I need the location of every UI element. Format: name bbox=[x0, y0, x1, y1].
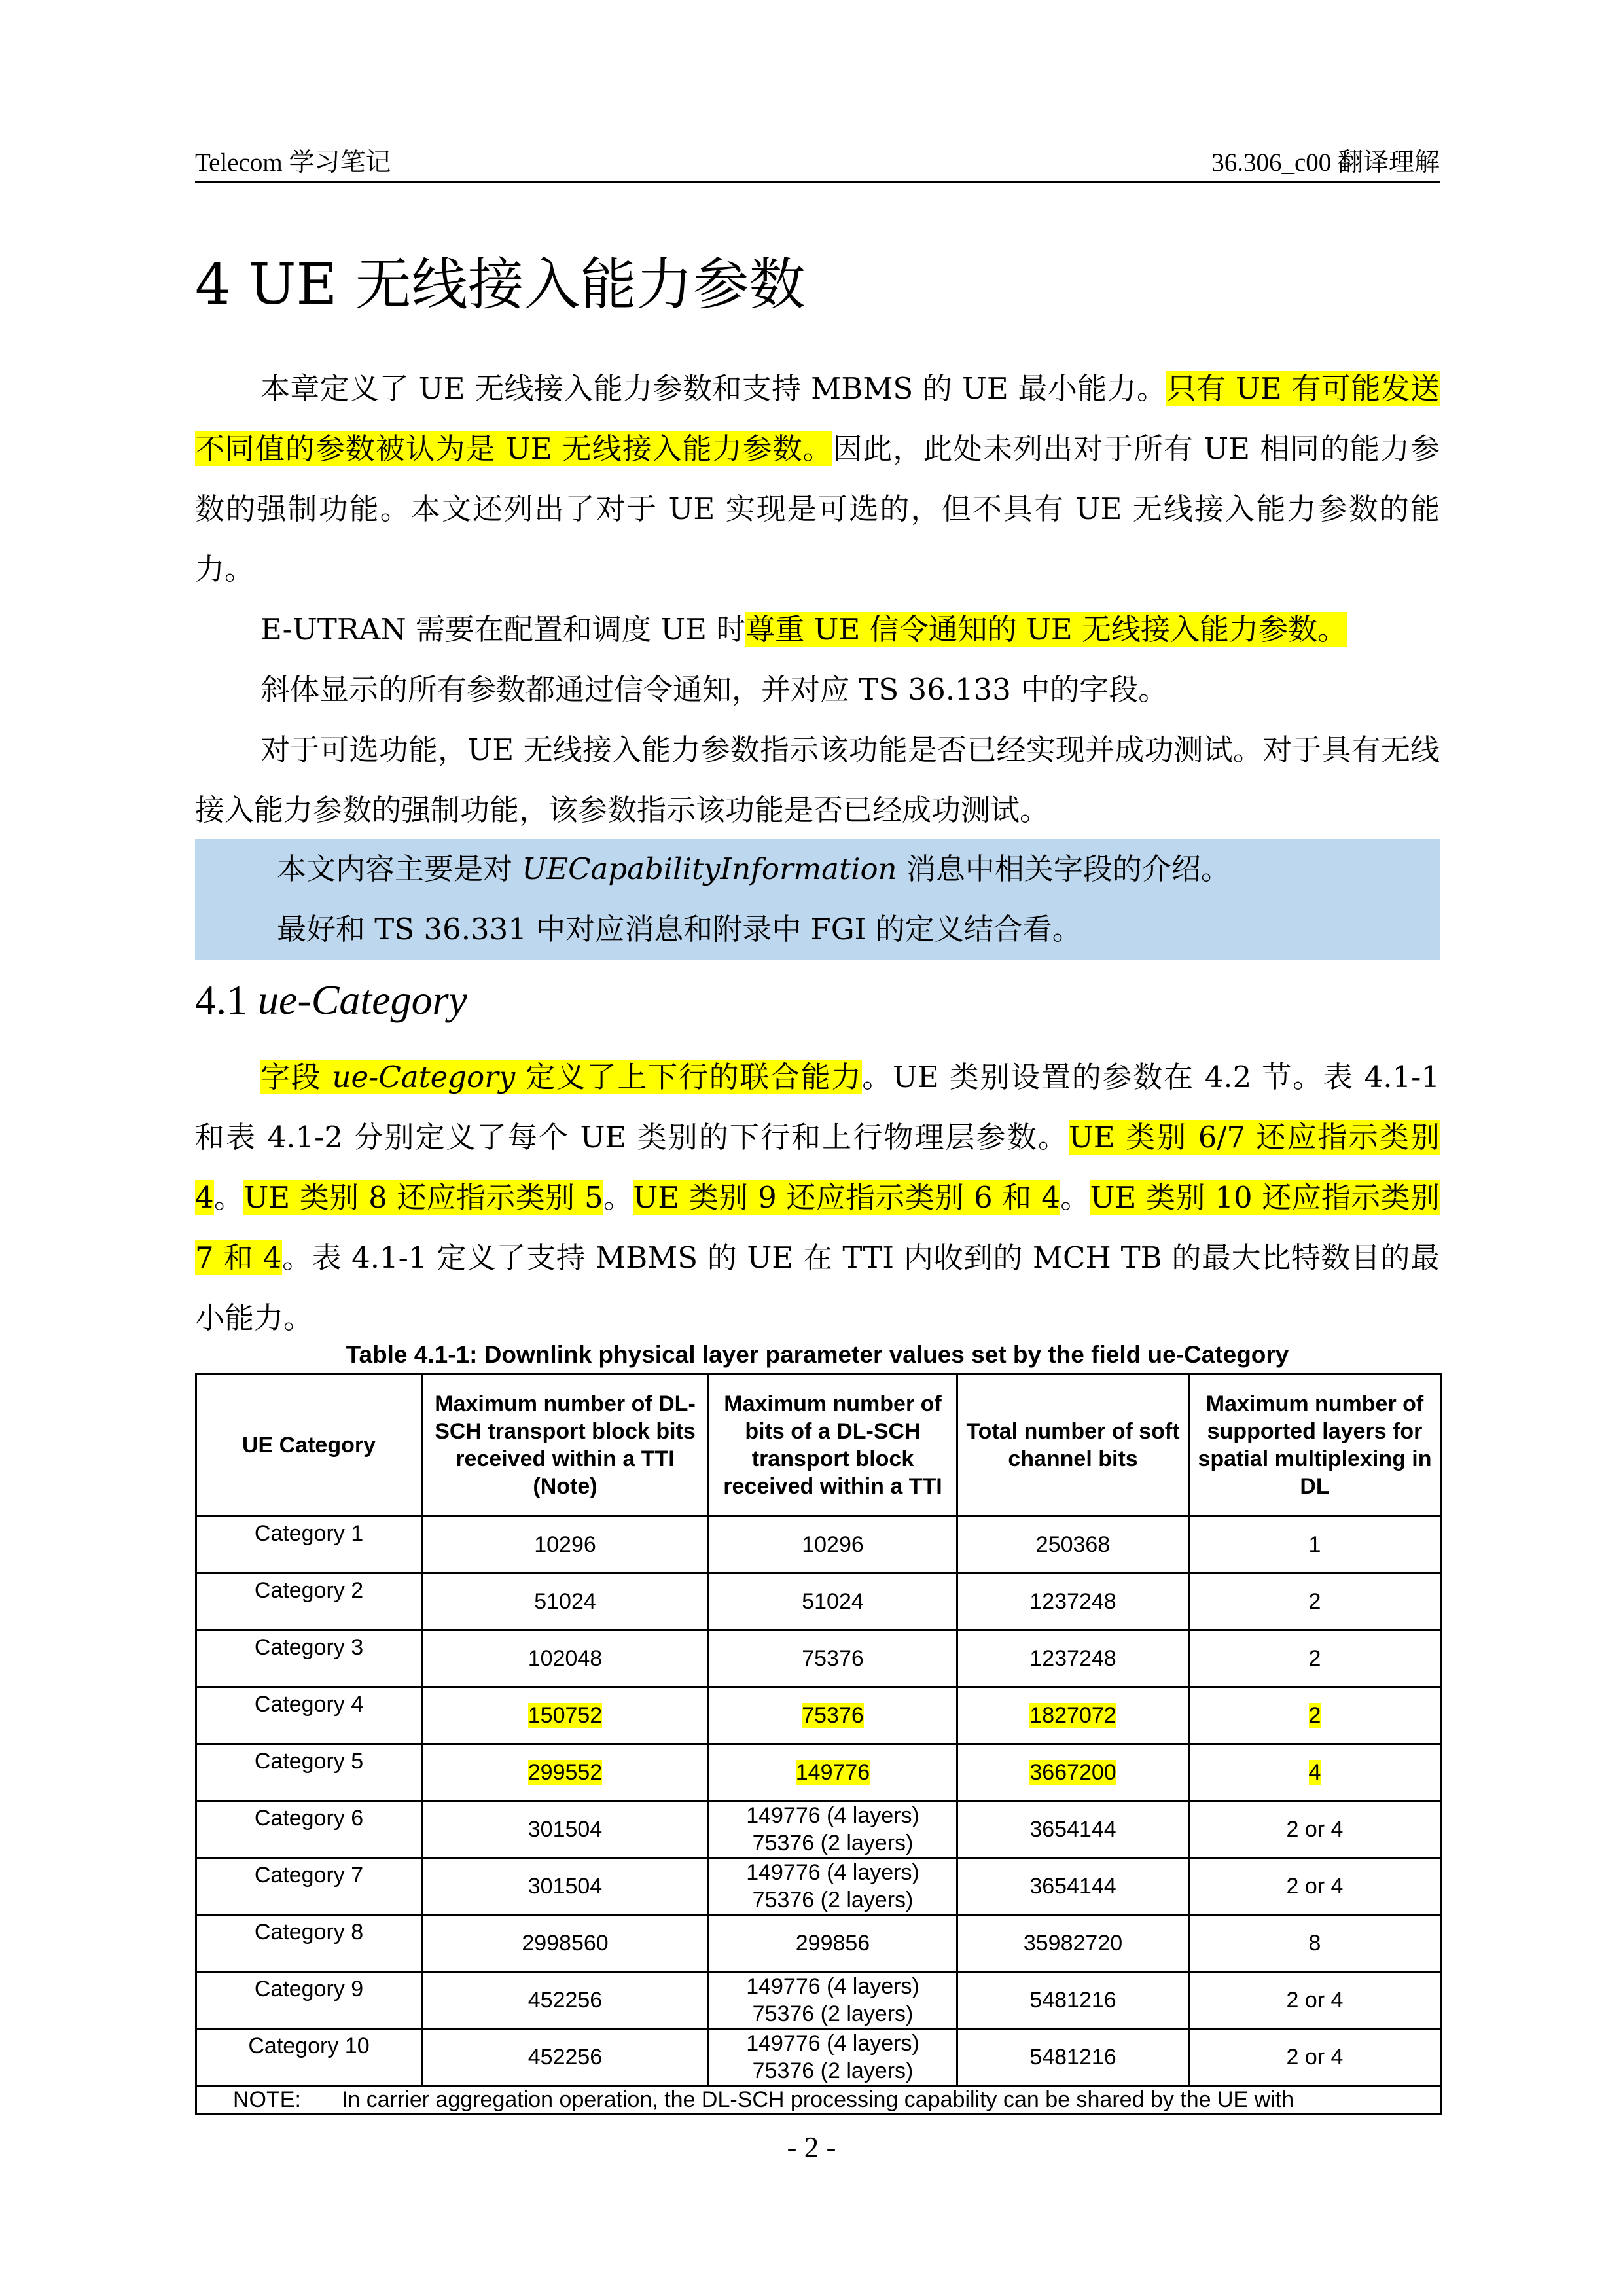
header-ue-category: UE Category bbox=[196, 1374, 422, 1516]
note-line-1-italic: UECapabilityInformation bbox=[522, 852, 897, 886]
header-max-dlsch-bits: Maximum number of DL-SCH transport block bits received within a TTI (Note) bbox=[422, 1374, 709, 1516]
tb-bits-2-layers: 75376 (2 layers) bbox=[752, 2058, 914, 2083]
cell-soft-channel-bits: 5481216 bbox=[957, 1972, 1189, 2029]
table-row bbox=[196, 1516, 1441, 1573]
cell-soft-channel-bits: 1237248 bbox=[957, 1630, 1189, 1687]
table-row bbox=[196, 1687, 1441, 1744]
section-number: 4.1 bbox=[195, 977, 258, 1023]
cell-max-layers: 2 or 4 bbox=[1189, 1858, 1441, 1915]
cell-max-tb-bits: 75376 bbox=[709, 1630, 957, 1687]
cell-soft-channel-bits: 250368 bbox=[957, 1516, 1189, 1573]
highlighted-value: 1827072 bbox=[1029, 1703, 1116, 1728]
cell-soft-channel-bits: 5481216 bbox=[957, 2029, 1189, 2086]
table-note-row bbox=[196, 2086, 1441, 2114]
p1-text-b: 因此，此处未列出对于所有 UE 相同的能力参数的强制功能。本文还列出了对于 UE 实现是可选的，但不具有 UE 无线接入能力参数的能力。 bbox=[195, 431, 1440, 586]
table-row bbox=[196, 1630, 1441, 1687]
p1-text-a: 本章定义了 UE 无线接入能力参数和支持 MBMS 的 UE 最小能力。 bbox=[260, 371, 1167, 406]
cell-category: Category 2 bbox=[196, 1573, 422, 1630]
note-line-2: 最好和 TS 36.331 中对应消息和附录中 FGI 的定义结合看。 bbox=[277, 912, 1082, 946]
tb-bits-2-layers: 75376 (2 layers) bbox=[752, 1831, 914, 1856]
p41-highlight-3: UE 类别 8 还应指示类别 5 bbox=[243, 1180, 603, 1215]
cell-max-tb-bits bbox=[709, 1858, 957, 1915]
highlighted-value: 3667200 bbox=[1029, 1760, 1116, 1785]
table-row bbox=[196, 1801, 1441, 1858]
p41-text-1: 。UE 类别设置的参数在 4.2 节。表 4.1-1 和表 4.1-2 分别定义了每个 UE 类别的下行和上行物理层参数。 bbox=[195, 1060, 1440, 1155]
table-caption: Table 4.1-1: Downlink physical layer parameter values set by the field ue-Category bbox=[346, 1341, 1289, 1368]
cell-category: Category 4 bbox=[196, 1687, 422, 1744]
p1-highlight: 只有 UE 有可能发送不同值的参数被认为是 UE 无线接入能力参数。 bbox=[195, 371, 1440, 466]
cell-category: Category 7 bbox=[196, 1858, 422, 1915]
header-soft-channel-bits: Total number of soft channel bits bbox=[957, 1374, 1189, 1516]
cell-max-dlsch-bits bbox=[422, 1687, 709, 1744]
cell-max-layers: 1 bbox=[1189, 1516, 1441, 1573]
p41-hl1-b: 定义了上下行的联合能力 bbox=[515, 1060, 863, 1094]
cell-category: Category 8 bbox=[196, 1915, 422, 1972]
note-line-1-b: 消息中相关字段的介绍。 bbox=[897, 852, 1230, 886]
p41-text-3: 。 bbox=[603, 1180, 633, 1215]
p41-highlight-2: UE 类别 6/7 还应指示类别 4 bbox=[195, 1120, 1440, 1215]
cell-category: Category 5 bbox=[196, 1744, 422, 1801]
paragraph-1 bbox=[195, 359, 1440, 600]
paragraph-2 bbox=[195, 600, 1440, 660]
tb-bits-2-layers: 75376 (2 layers) bbox=[752, 1888, 914, 1912]
dl-parameter-table bbox=[195, 1373, 1442, 2115]
table-row bbox=[196, 1744, 1441, 1801]
cell-max-dlsch-bits: 102048 bbox=[422, 1630, 709, 1687]
cell-category: Category 1 bbox=[196, 1516, 422, 1573]
section-name: ue-Category bbox=[258, 977, 467, 1023]
highlighted-value: 4 bbox=[1308, 1760, 1321, 1785]
cell-category: Category 9 bbox=[196, 1972, 422, 2029]
chapter-title: 4 UE 无线接入能力参数 bbox=[195, 252, 806, 317]
p41-highlight-4: UE 类别 9 还应指示类别 6 和 4 bbox=[633, 1180, 1060, 1215]
paragraph-41 bbox=[195, 1047, 1440, 1348]
cell-max-layers: 2 bbox=[1189, 1573, 1441, 1630]
cell-max-tb-bits bbox=[709, 2029, 957, 2086]
tb-bits-4-layers: 149776 (4 layers) bbox=[746, 1803, 919, 1828]
p41-highlight-5: UE 类别 10 还应指示类别 7 和 4 bbox=[195, 1180, 1440, 1275]
cell-max-layers bbox=[1189, 1744, 1441, 1801]
cell-max-dlsch-bits bbox=[422, 1744, 709, 1801]
page-number: - 2 - bbox=[787, 2131, 836, 2164]
highlighted-value: 2 bbox=[1308, 1703, 1321, 1728]
table-note bbox=[196, 2086, 1441, 2114]
p41-highlight-1 bbox=[260, 1060, 862, 1094]
note-box bbox=[195, 839, 1440, 960]
cell-category: Category 10 bbox=[196, 2029, 422, 2086]
table-header-row bbox=[196, 1374, 1441, 1516]
table-row bbox=[196, 2029, 1441, 2086]
cell-max-tb-bits: 299856 bbox=[709, 1915, 957, 1972]
p2-highlight: 尊重 UE 信令通知的 UE 无线接入能力参数。 bbox=[745, 612, 1347, 647]
paragraph-4: 对于可选功能，UE 无线接入能力参数指示该功能是否已经实现并成功测试。对于具有无线接入能力参数的强制功能，该参数指示该功能是否已经成功测试。 bbox=[195, 732, 1440, 827]
header-right: 36.306_c00 翻译理解 bbox=[1211, 149, 1440, 177]
p41-hl1-italic: ue-Category bbox=[332, 1060, 516, 1094]
section-body bbox=[195, 1047, 1440, 1348]
cell-max-tb-bits bbox=[709, 1972, 957, 2029]
cell-max-dlsch-bits: 301504 bbox=[422, 1801, 709, 1858]
header-left: Telecom 学习笔记 bbox=[195, 149, 391, 177]
tb-bits-4-layers: 149776 (4 layers) bbox=[746, 2031, 919, 2056]
p41-hl1-a: 字段 bbox=[260, 1060, 332, 1094]
cell-category: Category 6 bbox=[196, 1801, 422, 1858]
p41-text-4: 。 bbox=[1060, 1180, 1090, 1215]
header-max-layers: Maximum number of supported layers for spatial multiplexing in DL bbox=[1189, 1374, 1441, 1516]
highlighted-value: 150752 bbox=[527, 1703, 603, 1728]
cell-soft-channel-bits: 3654144 bbox=[957, 1858, 1189, 1915]
paragraph-3: 斜体显示的所有参数都通过信令通知，并对应 TS 36.133 中的字段。 bbox=[260, 672, 1168, 707]
cell-max-tb-bits bbox=[709, 1744, 957, 1801]
cell-max-tb-bits: 10296 bbox=[709, 1516, 957, 1573]
cell-max-dlsch-bits: 301504 bbox=[422, 1858, 709, 1915]
note-text: In carrier aggregation operation, the DL-SCH processing capability can be shared by the UE with bbox=[341, 2087, 1294, 2112]
note-line-1-a: 本文内容主要是对 bbox=[277, 852, 522, 886]
table-row bbox=[196, 1858, 1441, 1915]
page-header bbox=[195, 134, 1440, 183]
cell-max-dlsch-bits: 2998560 bbox=[422, 1915, 709, 1972]
cell-max-dlsch-bits: 10296 bbox=[422, 1516, 709, 1573]
cell-max-dlsch-bits: 51024 bbox=[422, 1573, 709, 1630]
p2-text-a: E-UTRAN 需要在配置和调度 UE 时 bbox=[260, 612, 746, 647]
tb-bits-4-layers: 149776 (4 layers) bbox=[746, 1974, 919, 1999]
highlighted-value: 75376 bbox=[802, 1703, 864, 1728]
p41-text-2: 。 bbox=[213, 1180, 244, 1215]
cell-max-layers: 2 bbox=[1189, 1630, 1441, 1687]
cell-max-dlsch-bits: 452256 bbox=[422, 2029, 709, 2086]
cell-max-layers: 2 or 4 bbox=[1189, 1972, 1441, 2029]
note-line-1 bbox=[277, 839, 1440, 899]
body-text bbox=[195, 359, 1440, 840]
cell-soft-channel-bits: 1237248 bbox=[957, 1573, 1189, 1630]
table-row bbox=[196, 1573, 1441, 1630]
cell-max-layers: 2 or 4 bbox=[1189, 2029, 1441, 2086]
tb-bits-2-layers: 75376 (2 layers) bbox=[752, 2001, 914, 2026]
cell-soft-channel-bits bbox=[957, 1687, 1189, 1744]
table-row bbox=[196, 1972, 1441, 2029]
header-max-tb-bits: Maximum number of bits of a DL-SCH transport block received within a TTI bbox=[709, 1374, 957, 1516]
section-heading bbox=[195, 967, 467, 1033]
cell-max-tb-bits: 51024 bbox=[709, 1573, 957, 1630]
cell-max-tb-bits bbox=[709, 1801, 957, 1858]
p41-text-5: 。表 4.1-1 定义了支持 MBMS 的 UE 在 TTI 内收到的 MCH TB 的最大比特数目的最小能力。 bbox=[195, 1240, 1440, 1335]
table-row bbox=[196, 1915, 1441, 1972]
cell-max-layers: 2 or 4 bbox=[1189, 1801, 1441, 1858]
cell-max-layers: 8 bbox=[1189, 1915, 1441, 1972]
note-label: NOTE: bbox=[233, 2087, 301, 2112]
highlighted-value: 149776 bbox=[795, 1760, 870, 1785]
cell-max-dlsch-bits: 452256 bbox=[422, 1972, 709, 2029]
highlighted-value: 299552 bbox=[527, 1760, 603, 1785]
cell-max-tb-bits bbox=[709, 1687, 957, 1744]
cell-soft-channel-bits: 3654144 bbox=[957, 1801, 1189, 1858]
cell-max-layers bbox=[1189, 1687, 1441, 1744]
tb-bits-4-layers: 149776 (4 layers) bbox=[746, 1860, 919, 1885]
cell-soft-channel-bits bbox=[957, 1744, 1189, 1801]
cell-soft-channel-bits: 35982720 bbox=[957, 1915, 1189, 1972]
cell-category: Category 3 bbox=[196, 1630, 422, 1687]
